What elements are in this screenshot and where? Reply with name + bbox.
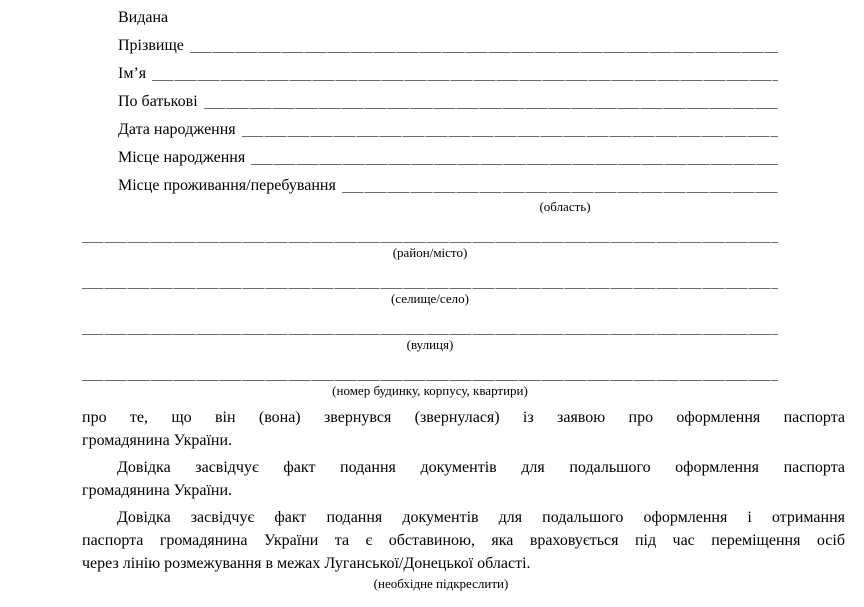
field-row-patronymic — [118, 88, 778, 116]
paragraph-crossing-line — [82, 506, 845, 575]
birth-place-blank-line[interactable] — [251, 164, 778, 165]
settlement-village-blank-line[interactable] — [82, 260, 778, 289]
paragraph-line: про те, що він (вона) звернувся (звернулася) із заявою про оформлення паспорта — [82, 409, 845, 426]
certificate-form-section — [82, 0, 778, 398]
address-group-street — [82, 306, 778, 352]
issued-label: Видана — [118, 9, 169, 26]
paragraph-line: громадянина України. — [82, 432, 233, 449]
oblast-caption: (область) — [539, 199, 591, 214]
residence-blank-line[interactable] — [342, 192, 778, 193]
underline-note-caption: (необхідне підкреслити) — [373, 576, 509, 591]
paragraph-certificate-confirms — [82, 456, 845, 502]
first-name-blank-line[interactable] — [152, 80, 778, 81]
surname-blank-line[interactable] — [190, 52, 778, 53]
certificate-body-text — [82, 406, 845, 575]
settlement-village-caption: (селище/село) — [391, 291, 469, 306]
birth-date-label: Дата народження — [118, 121, 236, 138]
street-caption: (вулиця) — [406, 337, 454, 352]
district-city-caption: (район/місто) — [392, 245, 468, 260]
paragraph-line: паспорта громадянина України та є обставиною, яка враховується під час переміщення осіб — [82, 532, 845, 549]
street-blank-line[interactable] — [82, 306, 778, 335]
field-row-surname — [118, 32, 778, 60]
patronymic-label: По батькові — [118, 93, 198, 110]
residence-label: Місце проживання/перебування — [118, 177, 336, 194]
address-group-building-number — [82, 352, 778, 398]
first-name-label: Ім’я — [118, 65, 147, 82]
patronymic-blank-line[interactable] — [204, 108, 778, 109]
field-row-birth-date — [118, 116, 778, 144]
field-row-birth-place — [118, 144, 778, 172]
paragraph-line: Довідка засвідчує факт подання документів для подальшого оформлення паспорта — [117, 459, 845, 476]
paragraph-line: Довідка засвідчує факт подання документів для подальшого оформлення і отримання — [117, 509, 845, 526]
paragraph-line: громадянина України. — [82, 482, 233, 499]
birth-date-blank-line[interactable] — [242, 136, 778, 137]
building-number-caption: (номер будинку, корпусу, квартири) — [332, 383, 528, 398]
address-group-settlement-village — [82, 260, 778, 306]
building-number-blank-line[interactable] — [82, 352, 778, 381]
paragraph-line: через лінію розмежування в межах Луганської/Донецької області. — [82, 555, 531, 572]
issued-row — [118, 4, 778, 32]
surname-label: Прізвище — [118, 37, 184, 54]
field-row-first-name — [118, 60, 778, 88]
birth-place-label: Місце народження — [118, 149, 246, 166]
district-city-blank-line[interactable] — [82, 214, 778, 243]
paragraph-application-statement — [82, 406, 845, 452]
person-fields-block — [82, 4, 778, 214]
field-row-residence — [118, 172, 778, 200]
address-group-district-city — [82, 214, 778, 260]
